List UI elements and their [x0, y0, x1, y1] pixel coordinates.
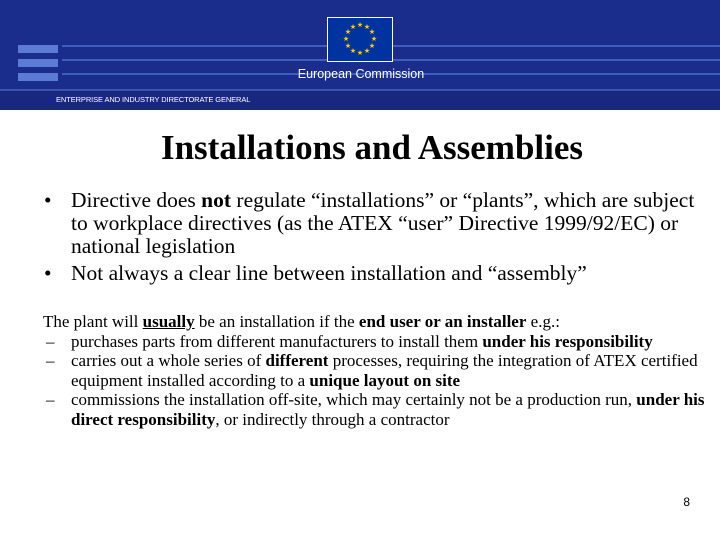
dash-emphasis: different	[265, 351, 329, 370]
svg-text:★: ★	[356, 49, 364, 57]
bullet-text: regulate “installations” or “plants”, which are subject to workplace directives (as the ATEX “user” Directive 1999/92/EC) or national legislation	[71, 188, 695, 258]
dash-text: carries out a whole series of	[71, 351, 266, 370]
intro-emphasis: end user or an installer	[358, 312, 527, 331]
dash-emphasis: under his responsibility	[482, 331, 653, 351]
svg-text:★: ★	[349, 47, 357, 55]
dash-emphasis: under his direct responsibility	[71, 390, 705, 429]
dash-marker: –	[46, 331, 55, 351]
dash-text: , or indirectly through a contractor	[215, 409, 450, 429]
dash-marker: –	[46, 390, 55, 409]
svg-text:★: ★	[356, 21, 364, 29]
intro-text: be an installation if the	[194, 312, 359, 331]
dash-text: commissions the installation off-site, which may certainly not be a production run,	[71, 390, 637, 409]
bullet-marker: •	[44, 261, 52, 285]
svg-text:★: ★	[349, 23, 357, 31]
dash-text: processes, requiring the integration of ATEX certified equipment installed according to a	[71, 351, 698, 390]
svg-text:★: ★	[363, 47, 371, 55]
svg-text:★: ★	[368, 42, 376, 50]
dash-emphasis: unique layout on site	[309, 370, 461, 390]
svg-text:★: ★	[370, 35, 378, 43]
svg-text:★: ★	[344, 28, 352, 36]
svg-text:★: ★	[368, 28, 376, 36]
dash-list-item	[43, 332, 713, 352]
bullet-text: Not always a clear line between installation and “assembly”	[71, 261, 587, 285]
directorate-name: ENTERPRISE AND INDUSTRY DIRECTORATE GENERAL	[56, 95, 251, 104]
bullet-emphasis: not	[201, 188, 232, 212]
page-number: 8	[683, 495, 690, 509]
svg-text:★: ★	[342, 35, 350, 43]
intro-text: e.g.:	[526, 312, 560, 331]
header-banner	[0, 0, 720, 110]
intro-text: The plant will	[43, 312, 143, 331]
bullet-list	[44, 189, 704, 289]
dash-text: purchases parts from different manufacturers to install them	[71, 331, 483, 351]
detail-section	[43, 312, 713, 429]
bullet-marker: •	[44, 188, 52, 212]
intro-emphasis: usually	[142, 312, 195, 331]
dash-marker: –	[46, 351, 55, 370]
organization-name: European Commission	[297, 67, 425, 81]
dash-list-item	[43, 351, 713, 390]
bullet-text: Directive does	[71, 188, 202, 212]
bullet-item	[44, 262, 704, 285]
dash-list-item	[43, 390, 713, 429]
intro-line	[43, 312, 713, 332]
eu-flag-icon	[327, 17, 393, 62]
bullet-item	[44, 189, 704, 258]
svg-text:★: ★	[344, 42, 352, 50]
svg-text:★: ★	[363, 23, 371, 31]
slide-title: Installations and Assemblies	[160, 128, 584, 167]
